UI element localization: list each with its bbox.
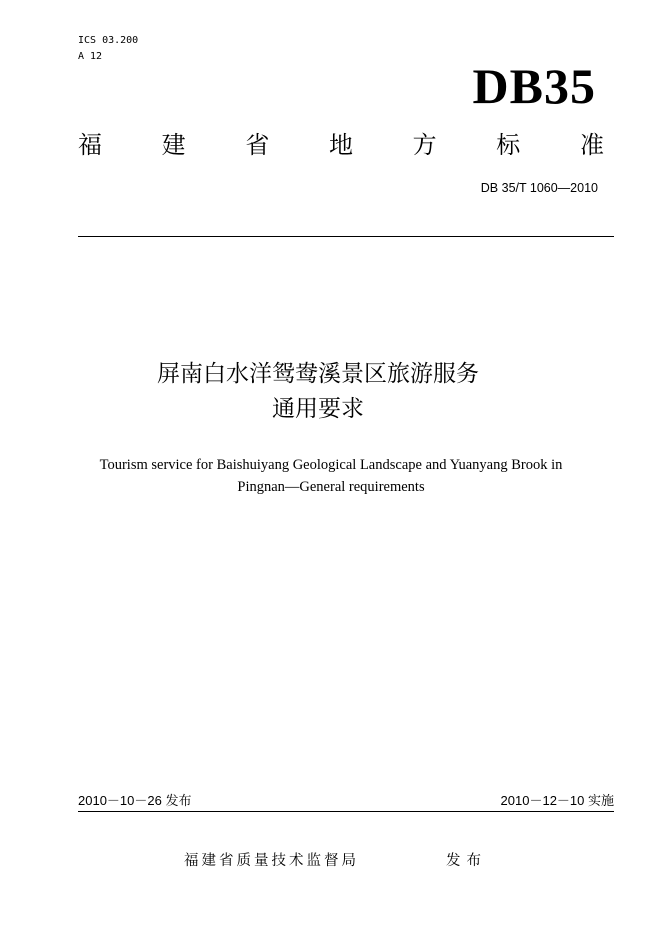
chinese-title xyxy=(78,357,614,427)
english-title xyxy=(70,454,592,498)
ics-code: ICS 03.200 xyxy=(78,35,139,46)
english-title-line-2: Pingnan—General requirements xyxy=(237,479,425,495)
footer-divider xyxy=(78,811,614,812)
english-title-line-1: Tourism service for Baishuiyang Geological Landscape and Yuanyang Brook in xyxy=(99,457,563,473)
ics-block xyxy=(78,33,138,65)
ccs-code: A 12 xyxy=(78,51,103,62)
implementation-date: 2010－12－10 实施 xyxy=(500,793,614,808)
publisher-name: 福建省质量技术监督局 xyxy=(184,853,359,869)
chinese-title-line-1: 屏南白水洋鸳鸯溪景区旅游服务 xyxy=(157,361,479,387)
standard-type-title xyxy=(78,130,604,160)
standard-type-char: 地 xyxy=(328,131,353,159)
standard-type-char: 方 xyxy=(412,131,437,159)
standard-logo: DB35 xyxy=(472,58,596,114)
standard-type-char: 省 xyxy=(245,131,270,159)
issue-date: 2010－10－26 发布 xyxy=(78,793,192,808)
standard-number: DB 35/T 1060—2010 xyxy=(480,181,598,195)
header-divider xyxy=(78,236,614,237)
standard-type-char: 福 xyxy=(78,131,102,159)
standard-type-char: 建 xyxy=(161,131,186,159)
standard-type-char: 标 xyxy=(496,131,521,159)
publish-label: 发布 xyxy=(446,853,487,869)
standard-type-char: 准 xyxy=(579,131,604,159)
date-row xyxy=(78,792,614,810)
chinese-title-line-2: 通用要求 xyxy=(272,396,364,422)
